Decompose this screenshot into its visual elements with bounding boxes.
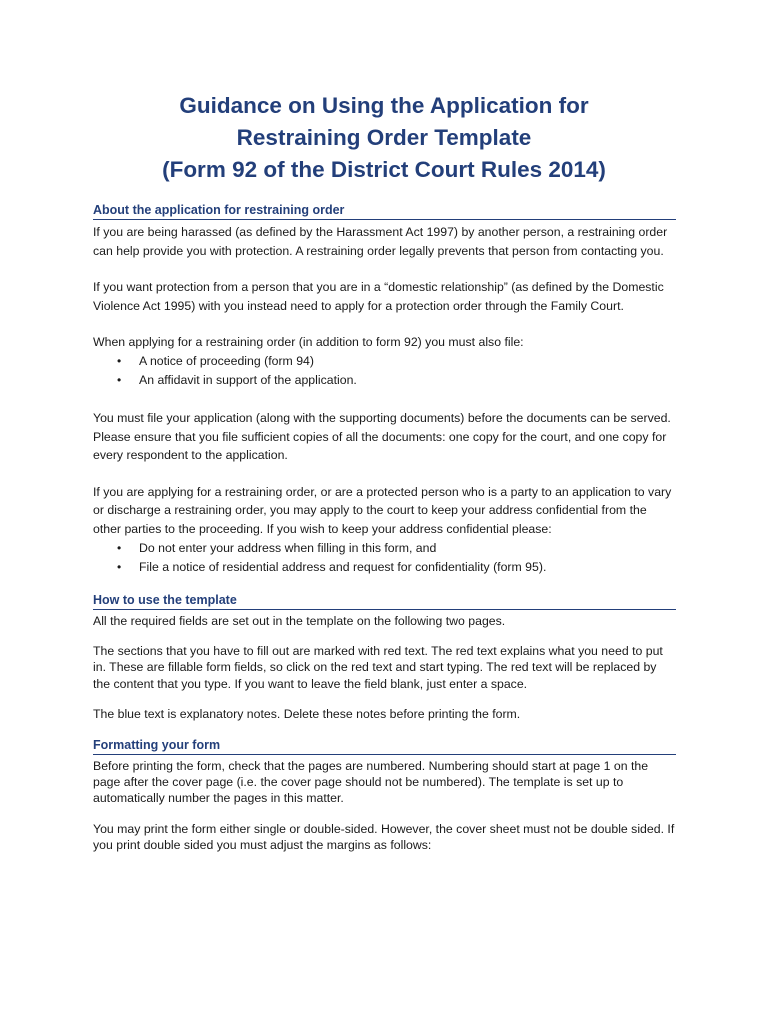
section-heading-how-to-use: How to use the template xyxy=(93,592,676,610)
paragraph: Before printing the form, check that the pages are numbered. Numbering should start at page 1 on the page after the cover page (i.e. the cover page should not be numbered). The template is set up to automatically number the pages in this matter. xyxy=(93,758,649,806)
paragraph: If you are applying for a restraining order, or are a protected person who is a party to an application to vary or discharge a restraining order, you may apply to the court to keep your address confidential from the other parties to the proceeding. If you wish to keep your address confidential please: xyxy=(93,484,672,536)
paragraph: The blue text is explanatory notes. Delete these notes before printing the form. xyxy=(93,707,521,722)
section-heading-formatting: Formatting your form xyxy=(93,737,676,755)
list-item: • An affidavit in support of the application. xyxy=(93,371,676,391)
bullet-icon: • xyxy=(117,540,122,555)
paragraph: If you are being harassed (as defined by the Harassment Act 1997) by another person, a restraining order can help provide you with protection. A restraining order legally prevents that person from contacting you. xyxy=(93,225,668,258)
section-heading-about: About the application for restraining order xyxy=(93,202,676,220)
bullet-icon: • xyxy=(117,373,122,388)
list-item: • A notice of proceeding (form 94) xyxy=(93,352,676,372)
list-item: • File a notice of residential address and request for confidentiality (form 95). xyxy=(93,558,676,578)
document-body xyxy=(93,202,676,854)
bullet-icon: • xyxy=(117,353,122,368)
bullet-icon: • xyxy=(117,560,122,575)
title-line-1: Guidance on Using the Application for xyxy=(179,93,589,118)
title-line-2: Restraining Order Template xyxy=(236,125,532,150)
paragraph: You may print the form either single or double-sided. However, the cover sheet must not be double sided. If you print double sided you must adjust the margins as follows: xyxy=(93,821,675,853)
paragraph: You must file your application (along with the supporting documents) before the documents can be served. Please ensure that you file sufficient copies of all the documents: one copy for the court, and one copy for every respondent to the application. xyxy=(93,410,671,463)
bullet-list-confidentiality xyxy=(93,539,676,578)
title-line-3: (Form 92 of the District Court Rules 2014) xyxy=(162,157,606,182)
paragraph: When applying for a restraining order (in addition to form 92) you must also file: xyxy=(93,335,524,350)
paragraph: The sections that you have to fill out are marked with red text. The red text explains what you need to put in. These are fillable form fields, so click on the red text and start typing. The red text will be replaced by the content that you type. If you want to leave the field blank, just enter a space. xyxy=(93,643,663,691)
paragraph: All the required fields are set out in the template on the following two pages. xyxy=(93,613,506,628)
bullet-list-required-documents xyxy=(93,352,676,391)
list-item: • Do not enter your address when filling in this form, and xyxy=(93,539,676,559)
document-title xyxy=(0,90,768,186)
paragraph: If you want protection from a person that you are in a “domestic relationship” (as defined by the Domestic Violence Act 1995) with you instead need to apply for a protection order through the Family Court. xyxy=(93,280,664,313)
